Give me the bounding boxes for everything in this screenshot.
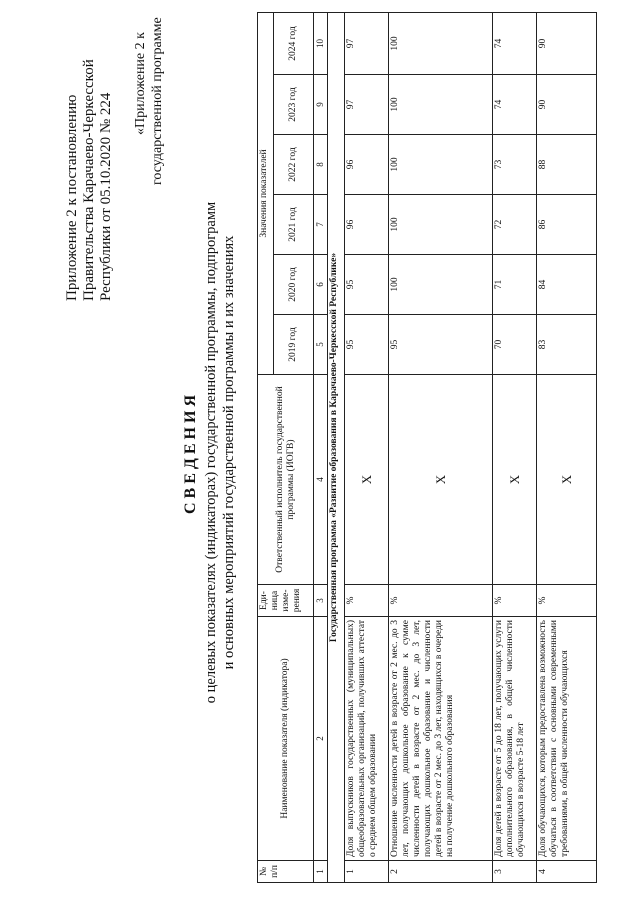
row-value: 95: [345, 255, 389, 315]
row-value: 100: [389, 135, 493, 195]
header-year: 2019 год: [274, 315, 314, 375]
document-heading: СВЕДЕНИЯ: [182, 390, 199, 515]
column-number: 4: [314, 375, 328, 585]
approval-line-2: Правительства Карачаево-Черкесской: [81, 59, 97, 301]
row-value: 74: [493, 75, 537, 135]
row-value: 96: [345, 195, 389, 255]
header-year: 2022 год: [274, 135, 314, 195]
row-value: 96: [345, 135, 389, 195]
row-value: 97: [345, 13, 389, 75]
header-unit: Еди-ница изме-рения: [258, 585, 314, 617]
annex-note-1: «Приложение 2 к: [133, 32, 148, 135]
row-value: 100: [389, 255, 493, 315]
row-value: 100: [389, 13, 493, 75]
row-num: 1: [345, 861, 389, 883]
column-number: 1: [314, 861, 328, 883]
row-value: 97: [345, 75, 389, 135]
column-number: 5: [314, 315, 328, 375]
row-value: 100: [389, 75, 493, 135]
column-number: 8: [314, 135, 328, 195]
document-subtitle-2: и основных мероприятий государственной программы и их значениях: [221, 235, 237, 670]
row-value: 71: [493, 255, 537, 315]
row-value: 95: [345, 315, 389, 375]
header-year: 2024 год: [274, 13, 314, 75]
row-executor: Х: [493, 375, 537, 585]
row-value: 88: [537, 135, 597, 195]
header-name: Наименование показателя (индикатора): [258, 617, 314, 861]
row-value: 90: [537, 13, 597, 75]
table-row: [389, 13, 493, 883]
row-unit: %: [537, 585, 597, 617]
row-name: Доля обучающихся, которым предоставлена возможность обучаться в соответствии с основными современными требованиями, в общей численности обучающихся: [537, 617, 597, 861]
row-num: 3: [493, 861, 537, 883]
row-value: 73: [493, 135, 537, 195]
header-year: 2023 год: [274, 75, 314, 135]
header-num: № п/п: [258, 861, 314, 883]
indicators-table: [257, 12, 597, 883]
column-number: 6: [314, 255, 328, 315]
row-value: 83: [537, 315, 597, 375]
header-year: 2021 год: [274, 195, 314, 255]
row-name: Доля детей в возрасте от 5 до 18 лет, получающих услуги дополнительного образования, в общей численности обучающихся в возрасте 5-18 лет: [493, 617, 537, 861]
row-num: 2: [389, 861, 493, 883]
row-unit: %: [389, 585, 493, 617]
row-num: 4: [537, 861, 597, 883]
row-value: 100: [389, 195, 493, 255]
row-name: Отношение численности детей в возрасте от 2 мес. до 3 лет, получающих дошкольное образование к сумме численности детей в возрасте от 2 мес. до 3 лет, получающих дошкольное образование и численности детей в возрасте от 2 мес. до 3 лет, находящихся в очереди на получение дошкольного образования: [389, 617, 493, 861]
column-number: 3: [314, 585, 328, 617]
row-value: 95: [389, 315, 493, 375]
row-name: Доля выпускников государственных (муниципальных) общеобразовательных организаций, получивших аттестат о среднем общем образовании: [345, 617, 389, 861]
row-value: 72: [493, 195, 537, 255]
approval-line-1: Приложение 2 к постановлению: [64, 94, 80, 301]
row-executor: Х: [345, 375, 389, 585]
annex-note-2: государственной программе: [150, 17, 165, 185]
program-title-row: [328, 13, 345, 883]
table-row: [537, 13, 597, 883]
document-subtitle-1: о целевых показателях (индикаторах) государственной программы, подпрограмм: [203, 201, 219, 704]
column-number: 10: [314, 13, 328, 75]
row-value: 86: [537, 195, 597, 255]
table-row: [493, 13, 537, 883]
header-executor: Ответственный исполнитель государственной программы (ИОГВ): [258, 375, 314, 585]
row-executor: Х: [537, 375, 597, 585]
program-title: Государственная программа «Развитие образования в Карачаево-Черкесской Республике»: [328, 13, 345, 883]
column-number: 2: [314, 617, 328, 861]
row-value: 74: [493, 13, 537, 75]
column-number-row: [314, 13, 328, 883]
row-value: 90: [537, 75, 597, 135]
row-executor: Х: [389, 375, 493, 585]
column-number: 9: [314, 75, 328, 135]
row-value: 70: [493, 315, 537, 375]
approval-line-3: Республики от 05.10.2020 № 224: [98, 92, 114, 301]
row-unit: %: [345, 585, 389, 617]
header-row-1: [258, 13, 274, 883]
header-values: Значения показателей: [258, 13, 274, 375]
column-number: 7: [314, 195, 328, 255]
table-row: [345, 13, 389, 883]
row-value: 84: [537, 255, 597, 315]
header-year: 2020 год: [274, 255, 314, 315]
row-unit: %: [493, 585, 537, 617]
